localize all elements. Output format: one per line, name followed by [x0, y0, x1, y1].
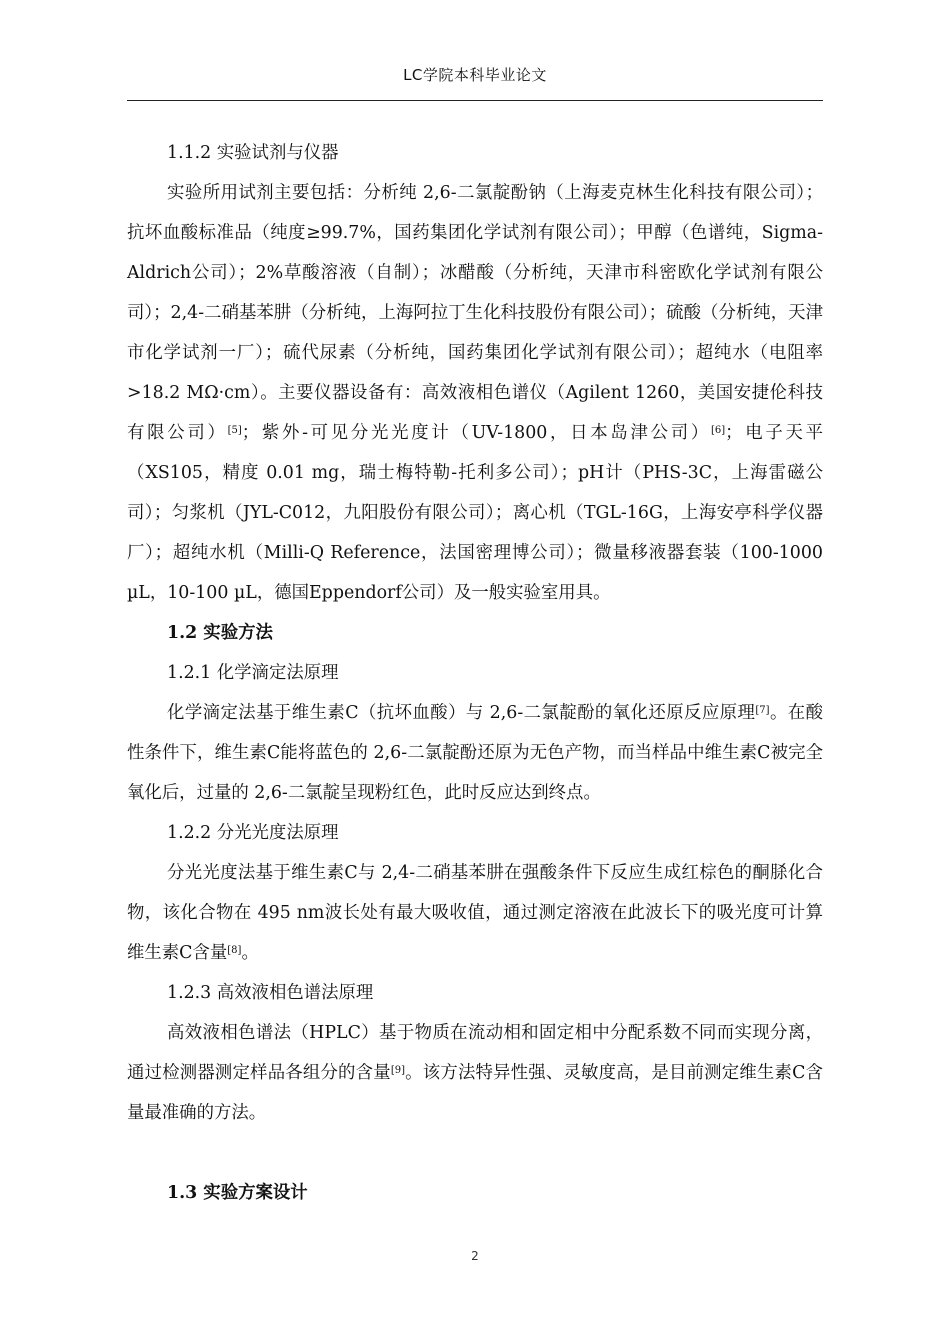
paragraph-text: ；紫外-可见分光光度计（UV-1800，日本岛津公司）: [241, 423, 711, 443]
subsection-heading: 1.2.3 高效液相色谱法原理: [167, 983, 374, 1003]
paragraph-text: 化学滴定法基于维生素C（抗坏血酸）与 2,6-二氯靛酚的氧化还原反应原理: [167, 703, 756, 723]
citation-ref: [6]: [710, 425, 726, 436]
body-paragraph: [127, 1013, 823, 1133]
citation-ref: [7]: [755, 705, 770, 716]
subsection-heading: 1.1.2 实验试剂与仪器: [167, 143, 339, 163]
subsection-heading: 1.2.1 化学滴定法原理: [167, 663, 339, 683]
section-gap: [127, 1133, 823, 1173]
section-heading: 1.2 实验方法: [167, 623, 273, 643]
body-paragraph: [127, 693, 823, 813]
paragraph-text: 。该方法特异性强、灵敏度高，是目前测定维生素C含量最准确的方法。: [127, 1063, 823, 1123]
body-content: [127, 133, 823, 1213]
body-paragraph: [127, 173, 823, 613]
page-number: 2: [471, 1249, 479, 1263]
paragraph-text: 。: [241, 943, 259, 963]
header-rule: [127, 100, 823, 101]
paragraph-text: 。在酸性条件下，维生素C能将蓝色的 2,6-二氯靛酚还原为无色产物，而当样品中维生素C被完全氧化后，过量的 2,6-二氯靛呈现粉红色，此时反应达到终点。: [127, 703, 823, 803]
citation-ref: [8]: [227, 945, 242, 956]
paragraph-text: 分光光度法基于维生素C与 2,4-二硝基苯肼在强酸条件下反应生成红棕色的酮脎化合物，该化合物在 495 nm波长处有最大吸收值，通过测定溶液在此波长下的吸光度可计算维生素C含量: [127, 863, 823, 963]
citation-ref: [5]: [227, 425, 242, 436]
running-header: LC学院本科毕业论文: [403, 66, 547, 84]
paragraph-text: ；电子天平（XS105，精度 0.01 mg，瑞士梅特勒-托利多公司）；pH计（PHS-3C，上海雷磁公司）；匀浆机（JYL-C012，九阳股份有限公司）；离心机（TGL-16G，上海安亭科学仪器厂）；超纯水机（Milli-Q Reference，法国密理博公司）；微量移液器套装（100-1000 µL，10-100 µL，德国Eppendorf公司）及一般实验室用具。: [127, 423, 823, 603]
paragraph-text: 实验所用试剂主要包括：分析纯 2,6-二氯靛酚钠（上海麦克林生化科技有限公司）；抗坏血酸标准品（纯度≥99.7%，国药集团化学试剂有限公司）；甲醇（色谱纯，Sigma-Aldrich公司）；2%草酸溶液（自制）；冰醋酸（分析纯，天津市科密欧化学试剂有限公司）；2,4-二硝基苯肼（分析纯，上海阿拉丁生化科技股份有限公司）；硫酸（分析纯，天津市化学试剂一厂）；硫代尿素（分析纯，国药集团化学试剂有限公司）；超纯水（电阻率>18.2 MΩ·cm）。主要仪器设备有：高效液相色谱仪（Agilent 1260，美国安捷伦科技有限公司）: [127, 183, 823, 443]
section-heading: 1.3 实验方案设计: [167, 1183, 308, 1203]
subsection-heading: 1.2.2 分光光度法原理: [167, 823, 339, 843]
body-paragraph: [127, 853, 823, 973]
citation-ref: [9]: [390, 1065, 405, 1076]
paragraph-text: 高效液相色谱法（HPLC）基于物质在流动相和固定相中分配系数不同而实现分离，通过检测器测定样品各组分的含量: [127, 1023, 823, 1083]
